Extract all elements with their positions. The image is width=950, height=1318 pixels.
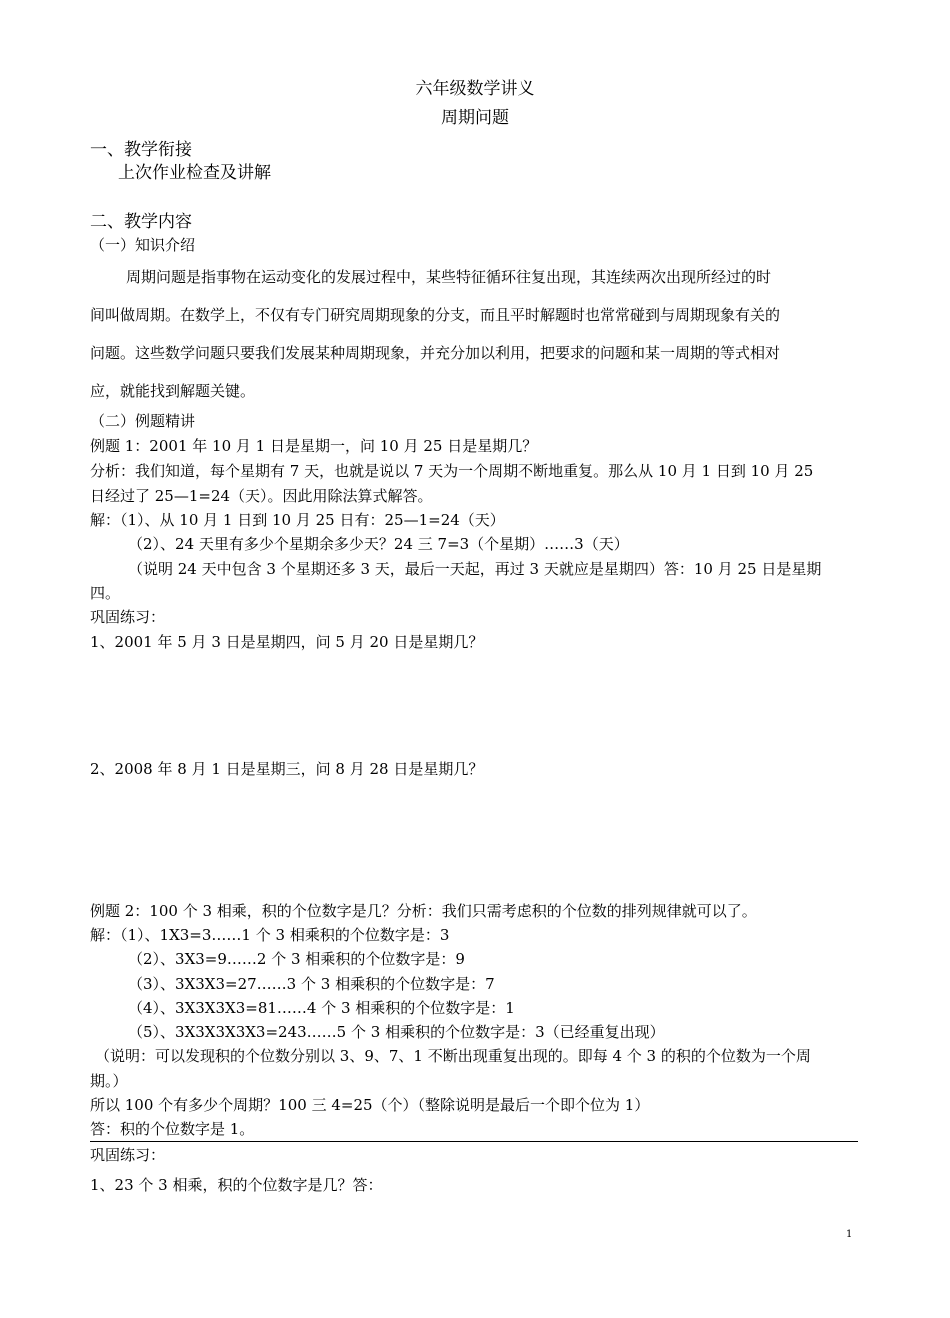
- example2-periods: 所以 100 个有多少个周期？100 三 4=25（个）（整除说明是最后一个即个位为 1）: [90, 1096, 650, 1114]
- practice2-heading: 巩固练习：: [90, 1146, 166, 1164]
- intro-line: 周期问题是指事物在运动变化的发展过程中，某些特征循环往复出现，其连续两次出现所经过的时: [126, 268, 772, 286]
- practice1-question: 1、2001 年 5 月 3 日是星期四，问 5 月 20 日是星期几？: [90, 633, 484, 651]
- practice2-question: 1、23 个 3 相乘，积的个位数字是几？答：: [90, 1176, 383, 1194]
- example2-solution: 解：（1）、1X3=3……1 个 3 相乘积的个位数字是：3: [90, 926, 450, 944]
- example1-question: 例题 1：2001 年 10 月 1 日是星期一，问 10 月 25 日是星期几？: [90, 437, 538, 455]
- example1-analysis: 日经过了 25—1=24（天）。因此用除法算式解答。: [90, 487, 433, 505]
- example2-question: 例题 2：100 个 3 相乘，积的个位数字是几？分析：我们只需考虑积的个位数的排列规律就可以了。: [90, 902, 757, 920]
- section1-item: 上次作业检查及讲解: [118, 163, 271, 183]
- example2-solution: （5）、3X3X3X3X3=243……5 个 3 相乘积的个位数字是：3（已经重复出现）: [128, 1023, 665, 1041]
- practice1-question: 2、2008 年 8 月 1 日是星期三，问 8 月 28 日是星期几？: [90, 760, 484, 778]
- example2-note: 期。）: [90, 1072, 128, 1090]
- example1-solution: （2）、24 天里有多少个星期余多少天？24 三 7=3（个星期）……3（天）: [128, 535, 629, 553]
- intro-line: 问题。这些数学问题只要我们发展某种周期现象，并充分加以利用，把要求的问题和某一周期的等式相对: [90, 344, 781, 362]
- example2-solution: （3）、3X3X3=27……3 个 3 相乘积的个位数字是：7: [128, 975, 495, 993]
- example1-note: 四。: [90, 584, 121, 602]
- section2-sub1: （一）知识介绍: [90, 236, 196, 254]
- horizontal-rule: [90, 1141, 858, 1142]
- example2-note: （说明：可以发现积的个位数分别以 3、9、7、1 不断出现重复出现的。即每 4 个 3 的积的个位数为一个周: [95, 1047, 811, 1065]
- example1-analysis: 分析：我们知道，每个星期有 7 天，也就是说以 7 天为一个周期不断地重复。那么从 10 月 1 日到 10 月 25: [90, 462, 814, 480]
- practice1-heading: 巩固练习：: [90, 608, 166, 626]
- example2-answer: 答：积的个位数字是 1。: [90, 1120, 255, 1138]
- page-subtitle: 周期问题: [441, 108, 509, 128]
- intro-line: 应，就能找到解题关键。: [90, 382, 256, 400]
- example2-solution: （4）、3X3X3X3=81……4 个 3 相乘积的个位数字是：1: [128, 999, 515, 1017]
- section2-sub2: （二）例题精讲: [90, 412, 196, 430]
- example2-solution: （2）、3X3=9……2 个 3 相乘积的个位数字是：9: [128, 950, 465, 968]
- page-number: 1: [846, 1229, 853, 1240]
- page-title: 六年级数学讲义: [415, 79, 535, 99]
- example1-solution: 解：（1）、从 10 月 1 日到 10 月 25 日有：25—1=24（天）: [90, 511, 505, 529]
- section2-heading: 二、教学内容: [90, 212, 192, 232]
- section1-heading: 一、教学衔接: [90, 140, 192, 160]
- intro-line: 间叫做周期。在数学上，不仅有专门研究周期现象的分支，而且平时解题时也常常碰到与周期现象有关的: [90, 306, 781, 324]
- example1-note: （说明 24 天中包含 3 个星期还多 3 天，最后一天起，再过 3 天就应是星期四）答：10 月 25 日是星期: [128, 560, 822, 578]
